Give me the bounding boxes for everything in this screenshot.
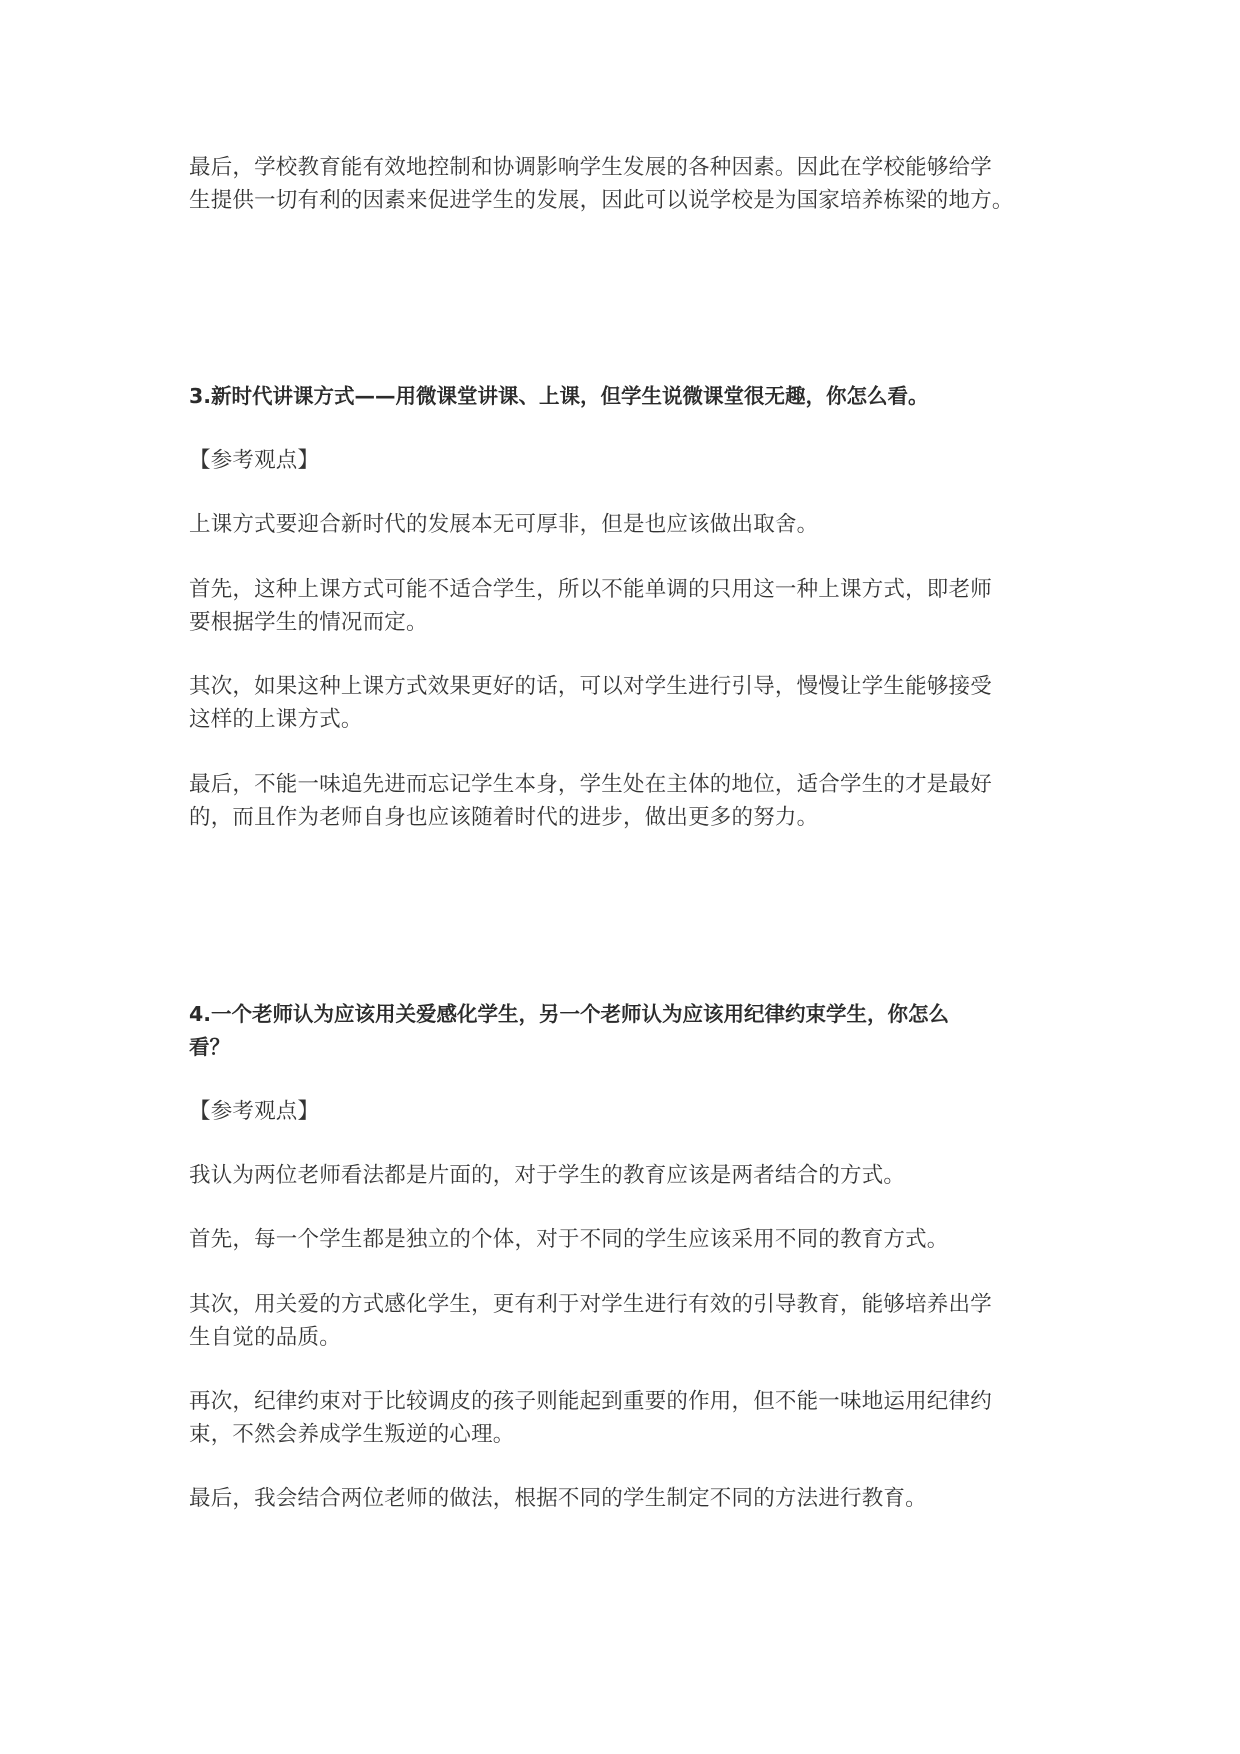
q3-first-paragraph: [189, 573, 1061, 639]
q3-last-paragraph: [189, 768, 1061, 834]
question-heading: [189, 380, 1061, 413]
paragraph: [189, 1223, 1061, 1256]
intro-conclusion-paragraph: [189, 151, 1061, 217]
paragraph-line: 上课方式要迎合新时代的发展本无可厚非，但是也应该做出取舍。: [189, 512, 819, 537]
paragraph-line: 首先，每一个学生都是独立的个体，对于不同的学生应该采用不同的教育方式。: [189, 1227, 949, 1252]
q4-thesis-paragraph: [189, 1159, 1061, 1192]
paragraph: [189, 1159, 1061, 1192]
q4-title: [189, 998, 1061, 1064]
paragraph: [189, 508, 1061, 541]
paragraph-line: 我认为两位老师看法都是片面的，对于学生的教育应该是两者结合的方式。: [189, 1163, 906, 1188]
paragraph-line: 再次，纪律约束对于比较调皮的孩子则能起到重要的作用，但不能一味地运用纪律约: [189, 1389, 992, 1414]
q4-second-paragraph: [189, 1288, 1061, 1354]
reference-label: 【参考观点】: [189, 448, 320, 473]
heading-line: 3.新时代讲课方式——用微课堂讲课、上课，但学生说微课堂很无趣，你怎么看。: [189, 384, 929, 408]
heading-line: 看？: [189, 1035, 230, 1059]
paragraph: [189, 768, 1061, 834]
q3-second-paragraph: [189, 670, 1061, 736]
paragraph: [189, 1385, 1061, 1451]
paragraph-line: 最后，不能一味追先进而忘记学生本身，学生处在主体的地位，适合学生的才是最好: [189, 772, 992, 797]
q4-first-paragraph: [189, 1223, 1061, 1256]
paragraph-line: 这样的上课方式。: [189, 707, 363, 732]
paragraph: [189, 670, 1061, 736]
q4-last-paragraph: [189, 1482, 1061, 1515]
paragraph-line: 要根据学生的情况而定。: [189, 610, 428, 635]
question-heading: [189, 998, 1061, 1064]
paragraph-line: 其次，用关爱的方式感化学生，更有利于对学生进行有效的引导教育，能够培养出学: [189, 1292, 992, 1317]
paragraph: [189, 573, 1061, 639]
paragraph-line: 首先，这种上课方式可能不适合学生，所以不能单调的只用这一种上课方式，即老师: [189, 577, 992, 602]
paragraph: [189, 1482, 1061, 1515]
paragraph-line: 束，不然会养成学生叛逆的心理。: [189, 1422, 515, 1447]
q4-third-paragraph: [189, 1385, 1061, 1451]
paragraph-line: 的，而且作为老师自身也应该随着时代的进步，做出更多的努力。: [189, 805, 819, 830]
heading-line: 4.一个老师认为应该用关爱感化学生，另一个老师认为应该用纪律约束学生，你怎么: [189, 1002, 950, 1026]
q3-reference-label: [189, 444, 1061, 477]
paragraph-line: 生提供一切有利的因素来促进学生的发展，因此可以说学校是为国家培养栋梁的地方。: [189, 188, 1014, 213]
reference-label: 【参考观点】: [189, 1099, 320, 1124]
q4-reference-label: [189, 1095, 1061, 1128]
q3-title: [189, 380, 1061, 413]
paragraph: [189, 151, 1061, 217]
q3-thesis-paragraph: [189, 508, 1061, 541]
paragraph-line: 最后，学校教育能有效地控制和协调影响学生发展的各种因素。因此在学校能够给学: [189, 155, 992, 180]
paragraph-line: 最后，我会结合两位老师的做法，根据不同的学生制定不同的方法进行教育。: [189, 1486, 927, 1511]
paragraph-line: 生自觉的品质。: [189, 1325, 341, 1350]
paragraph: [189, 1288, 1061, 1354]
paragraph-line: 其次，如果这种上课方式效果更好的话，可以对学生进行引导，慢慢让学生能够接受: [189, 674, 992, 699]
